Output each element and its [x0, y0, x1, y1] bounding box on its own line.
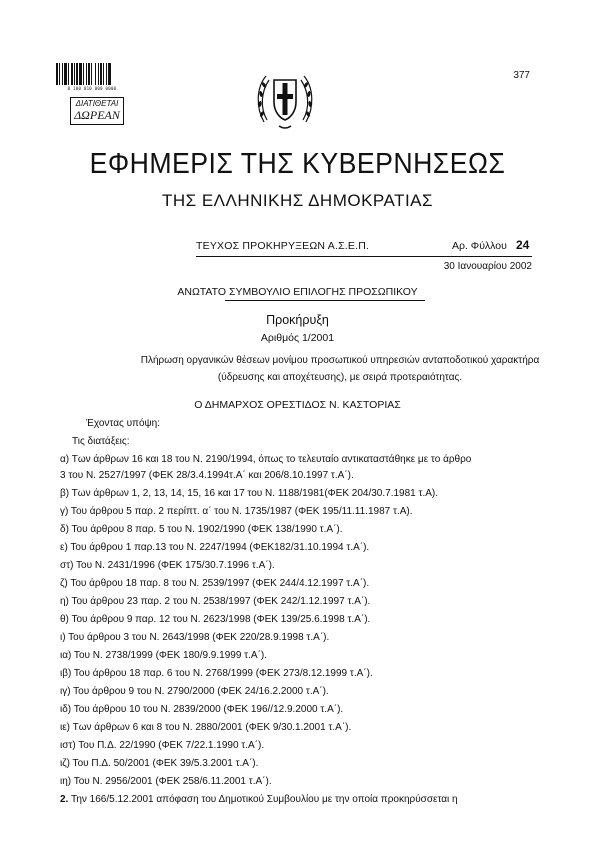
greek-coat-of-arms-icon [254, 64, 316, 134]
list-item: δ) Του άρθρου 8 παρ. 5 του Ν. 1902/1990 (ΦΕΚ 138/1990 τ.Α΄). [60, 524, 343, 535]
list-item-2 [60, 794, 458, 805]
list-item: Τις διατάξεις: [72, 436, 130, 447]
header-divider [196, 256, 532, 257]
list-item: ιη) Του Ν. 2956/2001 (ΦΕΚ 258/6.11.2001 τ.Α΄). [60, 776, 272, 787]
list-item: 3 του Ν. 2527/1997 (ΦΕΚ 28/3.4.1994τ.Α΄ και 206/8.10.1997 τ.Α΄). [60, 470, 354, 481]
issue-date: 30 Ιανουαρίου 2002 [443, 261, 532, 272]
barcode-digits: 0 100 010 000 0000 [67, 86, 117, 91]
sheet-number: 24 [516, 238, 530, 252]
list-item: α) Των άρθρων 16 και 18 του Ν. 2190/1994, όπως το τελευταίο αντικαταστάθηκε με το άρθρο [60, 454, 472, 465]
document-description [140, 352, 540, 386]
list-item: ιστ) Του Π.Δ. 22/1990 (ΦΕΚ 7/22.1.1990 τ.Α΄). [60, 740, 265, 751]
barcode [56, 63, 128, 85]
list-item: Έχοντας υπόψη: [86, 418, 160, 429]
document-heading: Προκήρυξη [266, 313, 329, 327]
list-item: ιδ) Του άρθρου 10 του Ν. 2839/2000 (ΦΕΚ 196//12.9.2000 τ.Α΄). [60, 704, 344, 715]
issue-type: ΤΕΥΧΟΣ ΠΡΟΚΗΡΥΞΕΩΝ Α.Σ.Ε.Π. [196, 240, 370, 252]
list-item: η) Του άρθρου 23 παρ. 2 του Ν. 2538/1997 (ΦΕΚ 242/1.12.1997 τ.Α΄). [60, 596, 371, 607]
free-stamp-line1: ΔΙΑΤΙΘΕΤΑΙ [75, 99, 119, 108]
list-item: θ) Του άρθρου 9 παρ. 12 του Ν. 2623/1998 (ΦΕΚ 139/25.6.1998 τ.Α΄). [60, 614, 371, 625]
list-item: ι) Του άρθρου 3 του Ν. 2643/1998 (ΦΕΚ 220/28.9.1998 τ.Α΄). [60, 632, 330, 643]
description-line-2: (ύδρευσης και αποχέτευσης), με σειρά προτεραιότητας. [217, 372, 463, 383]
gazette-subtitle: ΤΗΣ ΕΛΛΗΝΙΚΗΣ ΔΗΜΟΚΡΑΤΙΑΣ [161, 191, 434, 210]
list-item: ζ) Του άρθρου 18 παρ. 8 του Ν. 2539/1997 (ΦΕΚ 244/4.12.1997 τ.Α΄). [60, 578, 370, 589]
list-item: ε) Του άρθρου 1 παρ.13 του Ν. 2247/1994 (ΦΕΚ182/31.10.1994 τ.Α΄). [60, 542, 370, 553]
sheet-label: Αρ. Φύλλου [452, 240, 507, 252]
list-item: β) Των άρθρων 1, 2, 13, 14, 15, 16 και 17 του Ν. 1188/1981(ΦΕΚ 204/30.7.1981 τ.Α). [60, 488, 439, 499]
list-item: ιε) Των άρθρων 6 και 8 του Ν. 2880/2001 (ΦΕΚ 9/30.1.2001 τ.Α΄). [60, 722, 352, 733]
list-item: ιζ) Του Π.Δ. 50/2001 (ΦΕΚ 39/5.3.2001 τ.Α΄). [60, 758, 259, 769]
issuer-underline [225, 300, 425, 301]
free-distribution-stamp [70, 97, 124, 125]
list-item-text: Την 166/5.12.2001 απόφαση του Δημοτικού Συμβουλίου με την οποία προκηρύσσεται η [70, 794, 458, 805]
gazette-title: ΕΦΗΜΕΡΙΣ ΤΗΣ ΚΥΒΕΡΝΗΣΕΩΣ [89, 148, 506, 180]
page-number: 377 [513, 70, 530, 81]
list-item: στ) Του Ν. 2431/1996 (ΦΕΚ 175/30.7.1996 τ.Α΄). [60, 560, 275, 571]
list-item: γ) Του άρθρου 5 παρ. 2 περίπτ. α΄ του Ν. 1735/1987 (ΦΕΚ 195/11.11.1987 τ.Α). [60, 506, 413, 517]
free-stamp-line2: ΔΩΡΕΑΝ [74, 108, 120, 122]
list-item: ιβ) Του άρθρου 18 παρ. 6 του Ν. 2768/1999 (ΦΕΚ 273/8.12.1999 τ.Α΄). [60, 668, 373, 679]
issuing-authority: ΑΝΩΤΑΤΟ ΣΥΜΒΟΥΛΙΟ ΕΠΙΛΟΓΗΣ ΠΡΟΣΩΠΙΚΟΥ [177, 286, 418, 298]
description-line-1: Πλήρωση οργανικών θέσεων μονίμου προσωπικού υπηρεσιών ανταποδοτικού χαρακτήρα [140, 355, 540, 366]
list-item: ια) Του Ν. 2738/1999 (ΦΕΚ 180/9.9.1999 τ.Α΄). [60, 650, 268, 661]
list-item-number: 2. [60, 794, 69, 805]
mayor-heading: Ο ΔΗΜΑΡΧΟΣ ΟΡΕΣΤΙΔΟΣ Ν. ΚΑΣΤΟΡΙΑΣ [194, 399, 401, 411]
document-number: Αριθμός 1/2001 [260, 332, 335, 344]
list-item: ιγ) Του άρθρου 9 του Ν. 2790/2000 (ΦΕΚ 24/16.2.2000 τ.Α΄). [60, 686, 329, 697]
